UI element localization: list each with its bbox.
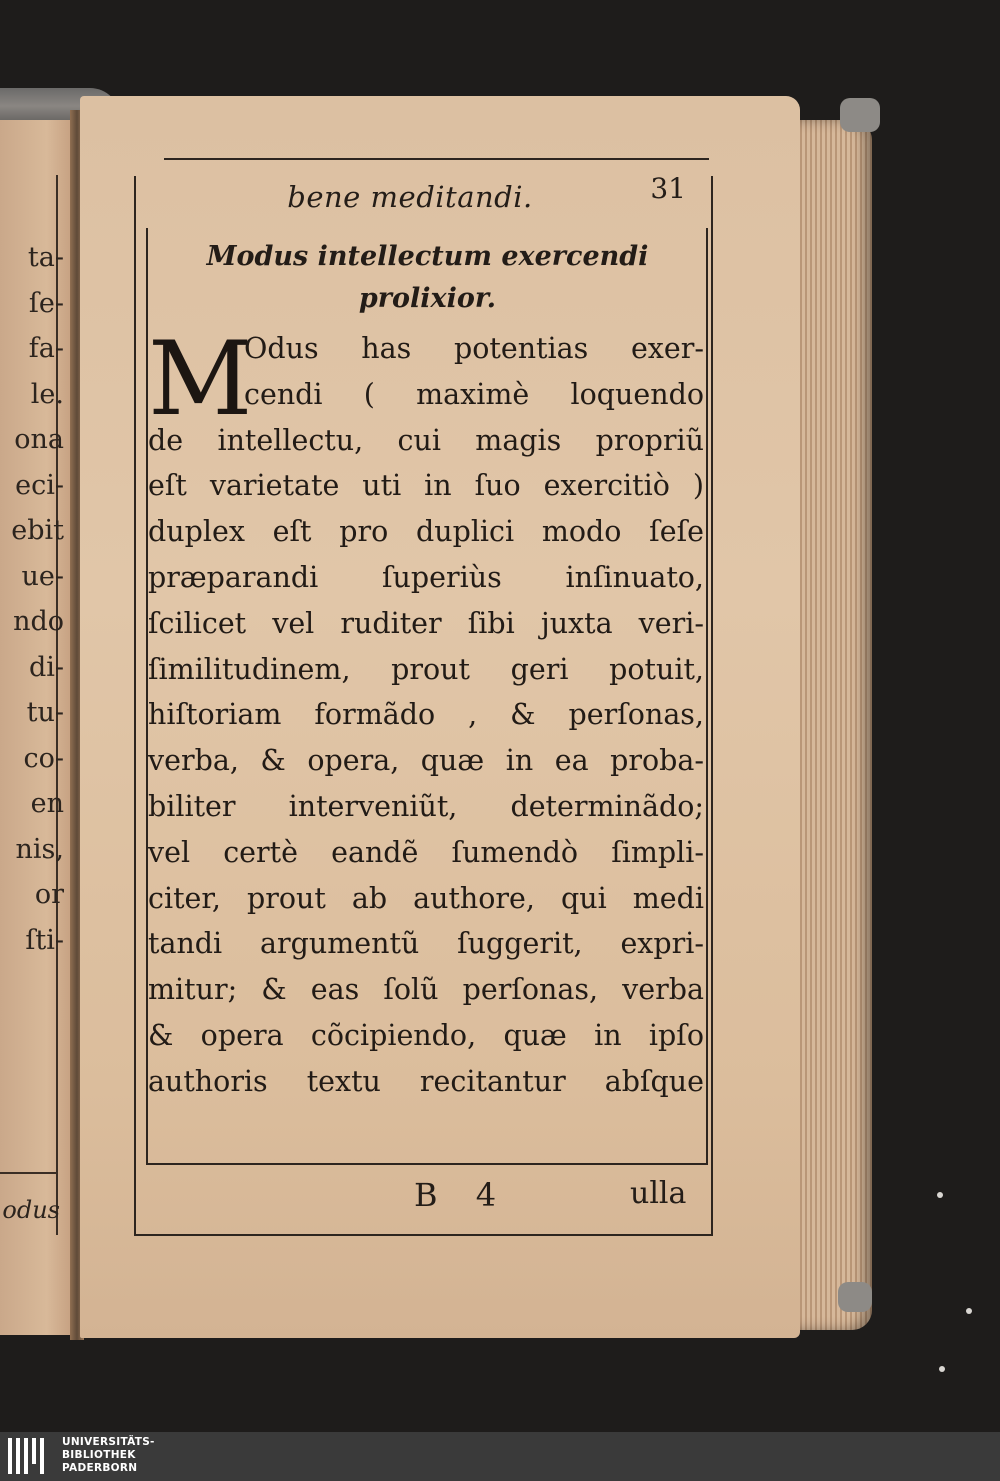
left-catchword: odus xyxy=(2,1196,60,1224)
page-number: 31 xyxy=(650,172,686,205)
section-title-line: Modus intellectum exercendi xyxy=(206,241,649,272)
text-line: duplex eſt pro duplici modo ſeſe xyxy=(148,515,704,549)
left-line: fa- xyxy=(28,333,64,364)
text-line: ſimilitudinem, prout geri potuit, xyxy=(148,652,704,686)
left-page-rule xyxy=(0,1172,56,1174)
left-line: ta- xyxy=(27,242,64,273)
left-line: ſe- xyxy=(28,287,64,319)
left-line: nis, xyxy=(15,833,64,865)
library-logo-icon xyxy=(8,1438,50,1474)
library-logo-text xyxy=(62,1436,155,1475)
left-line: ue- xyxy=(21,560,64,592)
catchword: ulla xyxy=(630,1176,687,1211)
text-line: authoris textu recitantur abſque xyxy=(148,1064,704,1098)
text-line: hiſtoriam formãdo , & perſonas, xyxy=(148,698,704,732)
body-text xyxy=(148,320,704,1105)
left-line: ndo xyxy=(13,606,64,637)
section-title xyxy=(150,236,705,320)
text-line: citer, prout ab authore, qui medi xyxy=(148,881,704,915)
left-line: ſti- xyxy=(25,924,64,956)
background-speck xyxy=(937,1192,943,1198)
left-page-text xyxy=(0,235,64,963)
left-line: eci- xyxy=(15,469,64,501)
section-title-line: prolixior. xyxy=(358,283,497,314)
left-line: le. xyxy=(30,378,64,410)
text-line: verba, & opera, quæ in ea proba- xyxy=(148,744,704,778)
text-line: vel certè eandẽ ſumendò ſimpli- xyxy=(148,835,704,869)
drop-cap: M xyxy=(148,320,253,439)
text-line: & opera cõcipiendo, quæ in ipſo xyxy=(148,1018,704,1052)
running-head: bene meditandi. xyxy=(287,180,533,214)
left-line: di- xyxy=(28,651,64,683)
text-line: de intellectu, cui magis propriũ xyxy=(148,423,704,457)
text-line: ſcilicet vel ruditer ſibi juxta veri- xyxy=(148,606,704,640)
text-line: mitur; & eas ſolũ perſonas, verba xyxy=(148,973,704,1007)
left-line: tu- xyxy=(26,697,64,728)
text-line: cendi ( maximè loquendo xyxy=(244,377,704,411)
text-line: biliter interveniũt, determinãdo; xyxy=(148,789,704,823)
text-line: eſt varietate uti in ſuo exercitiò ) xyxy=(148,469,704,503)
header-rule xyxy=(164,158,709,160)
text-line: tandi argumentũ ſuggerit, expri- xyxy=(148,927,704,961)
background-speck xyxy=(939,1366,945,1372)
logo-line: UNIVERSITÄTS- xyxy=(62,1436,155,1448)
text-line: Odus has potentias exer- xyxy=(244,332,704,365)
left-line: or xyxy=(34,879,64,910)
binding-tie-bottom xyxy=(838,1282,872,1312)
signature-mark: B 4 xyxy=(414,1176,511,1214)
text-line: præparandi ſuperiùs inſinuato, xyxy=(148,560,704,594)
left-line: co- xyxy=(23,742,64,774)
logo-line: PADERBORN xyxy=(62,1462,138,1474)
left-line: ebit xyxy=(11,515,64,546)
binding-tie-top xyxy=(840,98,880,132)
library-footer xyxy=(0,1432,1000,1481)
left-line: ona xyxy=(14,424,64,455)
background-speck xyxy=(966,1308,972,1314)
left-line: en xyxy=(30,788,64,819)
logo-line: BIBLIOTHEK xyxy=(62,1449,136,1461)
